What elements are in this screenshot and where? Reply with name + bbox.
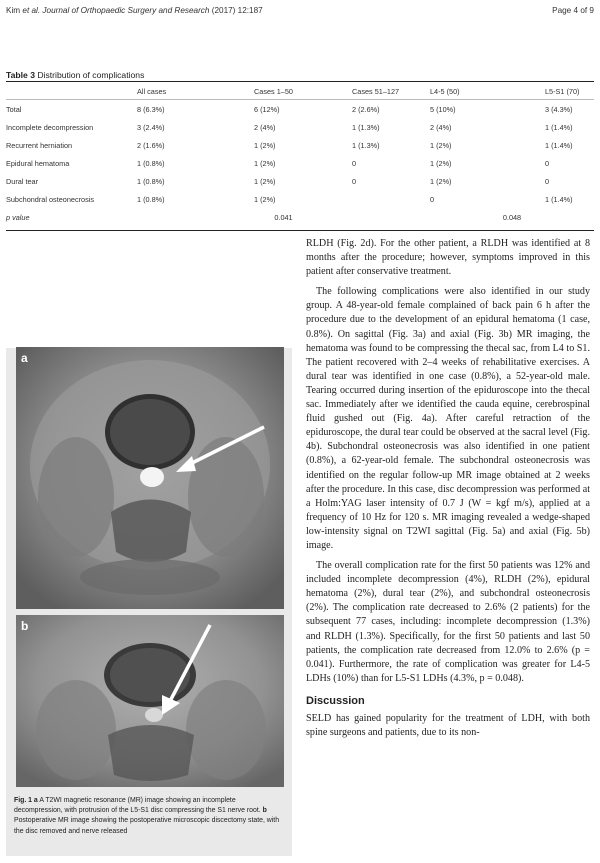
table-cell: 1 (2%)	[430, 158, 452, 168]
table-caption: Table 3 Distribution of complications	[6, 70, 145, 80]
table-cell: 5 (10%)	[430, 104, 456, 114]
row-label: Total	[6, 104, 22, 114]
pvalue-levels: 0.048	[502, 212, 522, 222]
table-row	[6, 154, 594, 172]
paragraph: The following complications were also identified in our study group. A 48-year-old female complained of back pain 6 h after the procedure due to the development of an epidural hematoma (1 case, 0.8%). On sagittal (Fig. 3a) and axial (Fig. 3b) MR imaging, the hematoma was found to be compressing the thecal sac, from L4 to S1. The patient recovered with 2–4 weeks of rehabilitative exercises. A dural tear was identified in one case (0.8%), a 52-year-old male. Tearing occurred during insertion of the epiduroscope into the thecal sac. Immediately after we identified the cauda equine, cerebrospinal fluid gushed out (Fig. 4a). After careful retraction of the epiduroscope, the dural tear could be observed at the sacral level (Fig. 4b). Subchondral osteonecrosis was also identified in one patient (0.8%), a 62-year-old female. The subchondral osteonecrosis was identified on the regular follow-up MR image obtained at 2 weeks after the procedure. In this case, disc decompression was performed at a Holm:YAG laser intensity of 0.7 J (W = kgf m/s), applied at a frequency of 10 Hz for 120 s. MR imaging revealed a wedge-shaped low-intensity signal on T2WI sagittal (Fig. 5a) and axial (Fig. 5b) image.	[306, 286, 590, 551]
mri-axial-image-a	[16, 347, 284, 609]
table-cell: 1 (2%)	[254, 176, 276, 186]
mri-panel-b	[16, 615, 284, 787]
table-bottom-rule	[6, 230, 594, 231]
table-cell: 0	[430, 194, 435, 204]
row-label: Subchondral osteonecrosis	[6, 194, 95, 204]
table-cell: 3 (2.4%)	[137, 122, 165, 132]
table-cell: 2 (4%)	[430, 122, 452, 132]
pvalue-cases: 0.041	[274, 212, 293, 222]
paragraph: The overall complication rate for the first 50 patients was 12% and included incomplete decompression (4%), RLDH (2%), epidural hematoma (2%), dural tear (2%), and subchondral osteonecrosis (2%). The complication rate decreased to 2.6% (2 patients) for the subsequent 77 cases, including: incomplete decompression (1.3%) and RLDH (1.3%). Specifically, for the first 50 patients and last 50 patients, the complication rate decreased from 12.0% to 2.6% (p = 0.041). Furthermore, the rate of complication was greater for L4-5 LDHs (10%) than for L5-S1 LDHs (4.3%, p = 0.048).	[306, 560, 590, 684]
pvalue-label: p value	[6, 212, 30, 222]
paragraph: SELD has gained popularity for the treatment of LDH, with both spine surgeons and patients, due to its non-	[306, 713, 590, 739]
figure-caption: Fig. 1 a A T2WI magnetic resonance (MR) image showing an incomplete decompression, with protrusion of the L5-S1 disc compressing the S1 nerve root. b Postoperative MR image showing the postoperative microscopic discectomy state, with the disc removed and nerve released	[14, 797, 280, 835]
table-cell: 1 (2%)	[430, 176, 452, 186]
column-header: L4-5 (50)	[430, 84, 545, 100]
table-cell: 1 (0.8%)	[137, 194, 165, 204]
table-row	[6, 172, 594, 190]
table-top-rule	[6, 81, 594, 82]
column-header: L5-S1 (70)	[545, 84, 594, 100]
row-label: Incomplete decompression	[6, 122, 94, 132]
table-cell: 1 (2%)	[430, 140, 452, 150]
table-cell: 1 (0.8%)	[137, 176, 165, 186]
column-header: Cases 1–50	[254, 84, 352, 100]
table-row	[6, 100, 594, 119]
table-cell: 0	[352, 176, 357, 186]
table-row	[6, 118, 594, 136]
table-cell	[352, 190, 430, 208]
mri-axial-image-b	[16, 615, 284, 787]
table-cell: 2 (2.6%)	[352, 104, 380, 114]
paragraph: RLDH (Fig. 2d). For the other patient, a RLDH was identified at 8 months after the procedure; however, symptoms improved in this patient after conservative treatment.	[306, 238, 590, 278]
page-header	[6, 6, 594, 20]
journal-citation: Kim et al. Journal of Orthopaedic Surgery and Research (2017) 12:187	[6, 6, 263, 15]
table-row	[6, 190, 594, 208]
table-cell: 1 (2%)	[254, 140, 276, 150]
table-cell: 0	[352, 158, 357, 168]
table-cell: 1 (1.4%)	[545, 194, 573, 204]
table-cell: 1 (1.4%)	[545, 122, 573, 132]
panel-b-label: b	[21, 619, 29, 633]
row-label: Dural tear	[6, 176, 39, 186]
row-label: Epidural hematoma	[6, 158, 70, 168]
table-cell: 8 (6.3%)	[137, 104, 165, 114]
table-cell: 2 (4%)	[254, 122, 276, 132]
row-label: Recurrent herniation	[6, 140, 73, 150]
column-header: Cases 51–127	[352, 84, 430, 100]
table-cell: 0	[545, 158, 550, 168]
table-row	[6, 136, 594, 154]
page-number: Page 4 of 9	[552, 6, 594, 15]
mri-panel-a	[16, 347, 284, 609]
table-cell: 3 (4.3%)	[545, 104, 573, 114]
section-heading: Discussion	[306, 694, 365, 707]
complications-table	[6, 84, 594, 226]
table-cell: 1 (2%)	[254, 194, 276, 204]
table-cell: 1 (0.8%)	[137, 158, 165, 168]
column-header	[6, 84, 137, 100]
article-body	[306, 237, 590, 746]
table-cell: 1 (2%)	[254, 158, 276, 168]
column-header: All cases	[137, 84, 254, 100]
pvalue-row	[6, 208, 594, 226]
table-cell: 0	[545, 176, 550, 186]
table-cell: 1 (1.4%)	[545, 140, 573, 150]
table-cell: 6 (12%)	[254, 104, 280, 114]
table-cell: 1 (1.3%)	[352, 122, 380, 132]
panel-a-label: a	[21, 351, 28, 365]
table-cell: 2 (1.6%)	[137, 140, 165, 150]
table-header-row	[6, 84, 594, 100]
table-cell: 1 (1.3%)	[352, 140, 380, 150]
